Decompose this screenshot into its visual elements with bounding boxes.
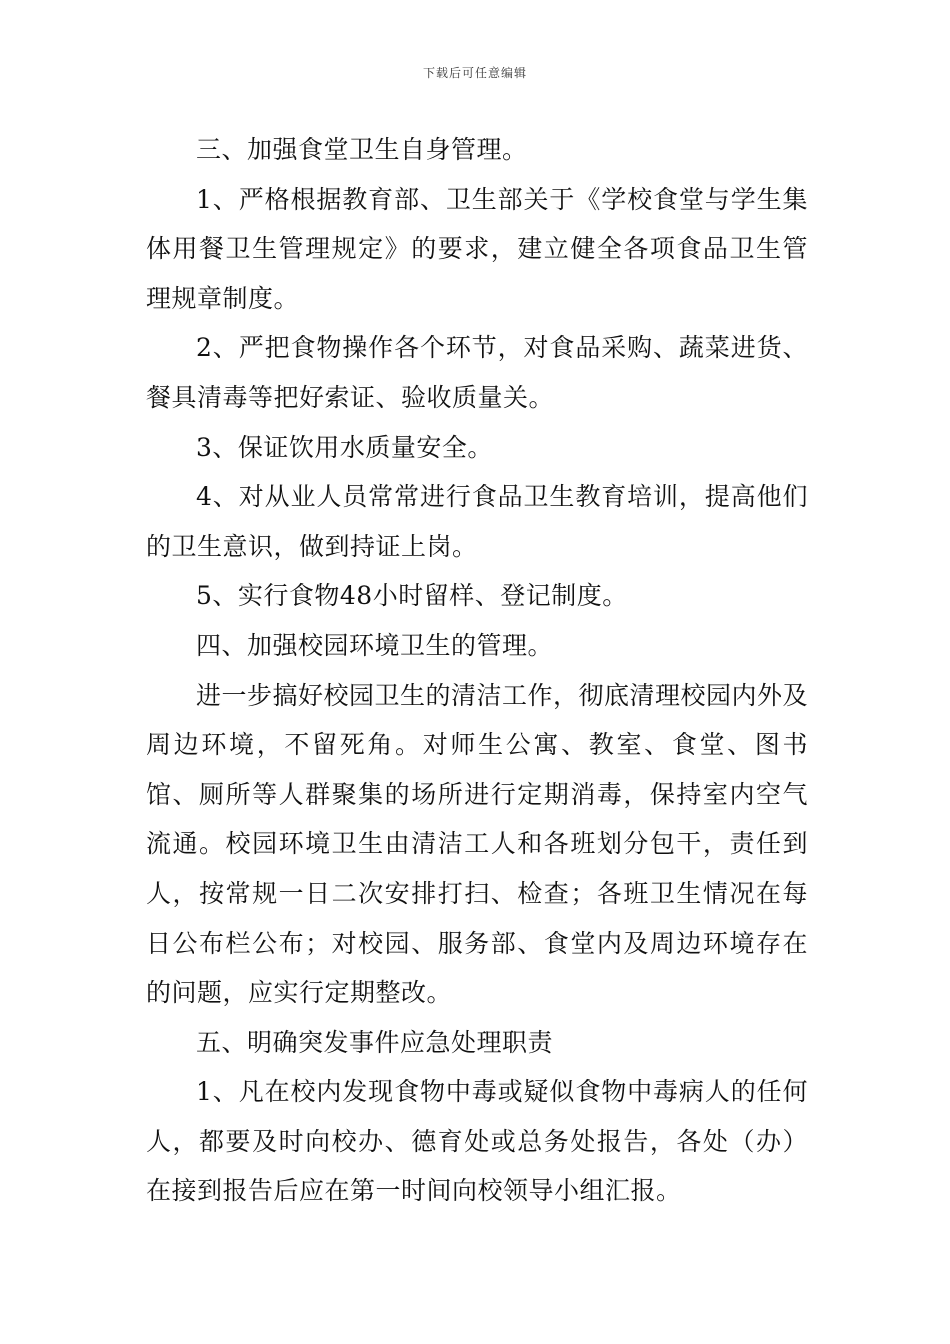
paragraph-food-sample: 5、实行食物48小时留样、登记制度。 [196, 581, 628, 611]
paragraph-water-safety: 3、保证饮用水质量安全。 [196, 432, 493, 462]
section-heading-emergency: 五、明确突发事件应急处理职责 [196, 1027, 554, 1057]
paragraph-canteen-rules: 1、严格根据教育部、卫生部关于《学校食堂与学生集体用餐卫生管理规定》的要求，建立健全各项食品卫生管理规章制度。 [146, 184, 808, 313]
header-note: 下载后可任意编辑 [422, 66, 527, 80]
paragraph-campus-cleaning: 进一步搞好校园卫生的清洁工作，彻底清理校园内外及周边环境，不留死角。对师生公寓、教室、食堂、图书馆、厕所等人群聚集的场所进行定期消毒，保持室内空气流通。校园环境卫生由清洁工人和各班划分包干，责任到人，按常规一日二次安排打扫、检查；各班卫生情况在每日公布栏公布；对校园、服务部、食堂内及周边环境存在的问题，应实行定期整改。 [146, 680, 809, 1008]
paragraph-food-operation: 2、严把食物操作各个环节，对食品采购、蔬菜进货、餐具清毒等把好索证、验收质量关。 [146, 333, 808, 412]
paragraph-staff-training: 4、对从业人员常常进行食品卫生教育培训，提高他们的卫生意识，做到持证上岗。 [146, 482, 808, 561]
document-body [146, 125, 808, 1216]
section-heading-environment: 四、加强校园环境卫生的管理。 [196, 630, 554, 660]
section-heading-canteen: 三、加强食堂卫生自身管理。 [196, 135, 528, 164]
paragraph-emergency-report: 1、凡在校内发现食物中毒或疑似食物中毒病人的任何人，都要及时向校办、德育处或总务处报告，各处（办）在接到报告后应在第一时间向校领导小组汇报。 [146, 1077, 808, 1206]
